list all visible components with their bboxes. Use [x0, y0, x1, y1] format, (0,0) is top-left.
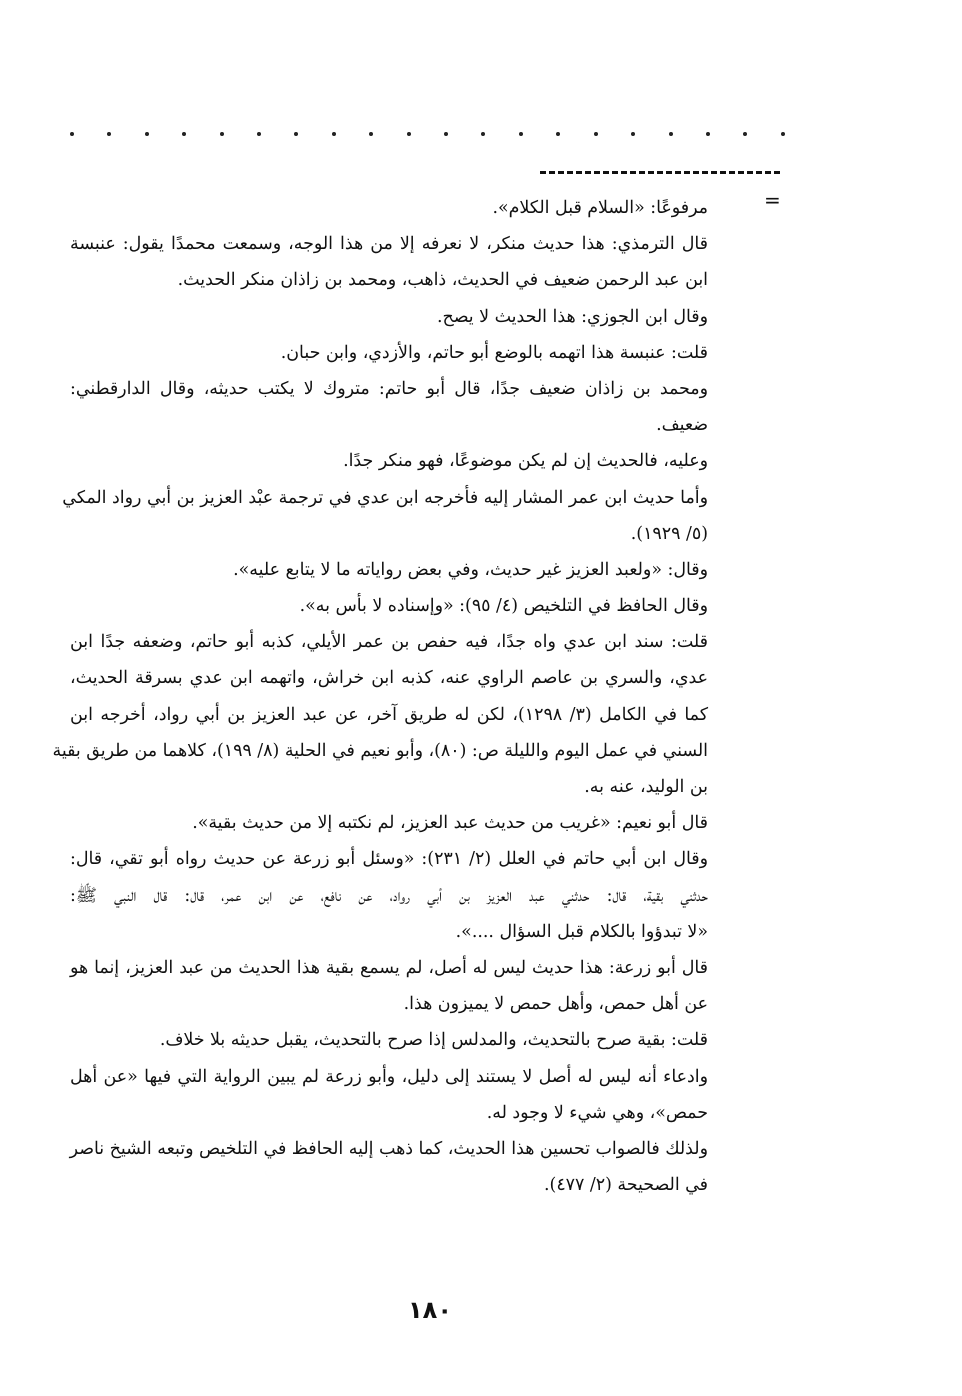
footnote-line: عن أهل حمص، وأهل حمص لا يميزون هذا.: [403, 994, 708, 1015]
separator-dot: [145, 132, 149, 136]
footnote-line: وعليه، فالحديث إن لم يكن موضوعًا، فهو منكر جدًا.: [343, 451, 708, 472]
footnote-line: حمص»، وهي شيء لا وجود له.: [486, 1102, 708, 1123]
separator-dot: [669, 132, 673, 136]
footnote-line: ضعيف.: [656, 415, 708, 436]
footnote-line: قال أبو زرعة: هذا حديث ليس له أصل، لم يسمع بقية هذا الحديث من عبد العزيز، إنما هو: [70, 957, 708, 978]
footnote-line: وادعاء أنه ليس له أصل لا يستند إلى دليل، وأبو زرعة لم يبين الرواية التي فيها «عن أهل: [70, 1066, 708, 1087]
footnote-line: قلت: بقية صرح بالتحديث، والمدلس إذا صرح بالتحديث، يقبل حديثه بلا خلاف.: [159, 1030, 708, 1051]
page-number: ١٨٠: [408, 1296, 452, 1324]
footnote-line: وقال ابن أبي حاتم في العلل (٢/ ٢٣١): «وسئل أبو زرعة عن حديث رواه أبو تقي، قال:: [70, 849, 709, 870]
continuation-mark: =: [764, 188, 781, 212]
footnote-line: بن الوليد، عنه به.: [584, 777, 708, 797]
footnote-line: السني في عمل اليوم والليلة ص: (٨٠)، وأبو نعيم في الحلية (٨/ ١٩٩)، كلاهما من طريق بقية: [52, 740, 708, 761]
separator-dot: [332, 132, 336, 136]
footnote-line: عدي، والسري بن عاصم الراوي عنه، كذبه ابن خراش، واتهمه ابن عدي بسرقة الحديث،: [70, 668, 708, 689]
separator-dot: [369, 132, 373, 136]
separator-dot: [706, 132, 710, 136]
footnote-line: وقال الحافظ في التلخيص (٤/ ٩٥): «وإسناده لا بأس به».: [299, 596, 708, 617]
separator-dot: [481, 132, 485, 136]
footnote-line: حدثني بقية، قال: حدثني عبد العزيز بن أبي رواد، عن نافع، عن ابن عمر، قال: قال النبي ﷺ:: [70, 885, 708, 906]
footnote-line: قال الترمذي: هذا حديث منكر، لا نعرفه إلا من هذا الوجه، وسمعت محمدًا يقول: عنبسة: [70, 234, 708, 255]
separator-dot: [407, 132, 411, 136]
footnote-rule: [540, 171, 780, 174]
footnote-line: كما في الكامل (٣/ ١٢٩٨)، لكن له طريق آخر، عن عبد العزيز بن أبي رواد، أخرجه ابن: [70, 704, 709, 725]
footnote-line: وقال: «ولعبد العزيز غير حديث، وفي بعض رواياته ما لا يتابع عليه».: [233, 559, 708, 580]
footnote-line: قال أبو نعيم: «غريب من حديث عبد العزيز، لم نكتبه إلا من حديث بقية».: [192, 813, 708, 834]
separator-dot: [70, 132, 74, 136]
footnote-line: ابن عبد الرحمن ضعيف في الحديث، ذاهب، ومحمد بن زاذان منكر الحديث.: [177, 270, 708, 291]
separator-dot: [257, 132, 261, 136]
footnote-line: قلت: عنبسة هذا اتهمه بالوضع أبو حاتم، والأزدي، وابن حبان.: [280, 342, 708, 363]
separator-dot: [594, 132, 598, 136]
footnote-line: ومحمد بن زاذان ضعيف جدًا، قال أبو حاتم: متروك لا يكتب حديثه، وقال الدارقطني:: [70, 378, 708, 399]
footnote-line: قلت: سند ابن عدي واه جدًا، فيه حفص بن عمر الأيلي، كذبه أبو حاتم، وضعفه جدًا ابن: [70, 632, 708, 653]
footnote-body: [52, 190, 709, 1250]
separator-dot: [743, 132, 747, 136]
separator-dot: [556, 132, 560, 136]
footnote-line: وأما حديث ابن عمر المشار إليه فأخرجه ابن عدي في ترجمة عبْد العزيز بن أبي رواد المكي: [62, 487, 708, 508]
separator-dot: [631, 132, 635, 136]
separator-dot: [107, 132, 111, 136]
separator-dot: [220, 132, 224, 136]
footnote-line: مرفوعًا: «السلام قبل الكلام».: [492, 198, 708, 218]
separator-dot: [781, 132, 785, 136]
footnote-line: (٥/ ١٩٢٩).: [630, 523, 708, 544]
separator-dot: [294, 132, 298, 136]
separator-dot: [519, 132, 523, 136]
separator-dot: [444, 132, 448, 136]
footnote-line: وقال ابن الجوزي: هذا الحديث لا يصح.: [436, 306, 708, 327]
dotted-separator: [70, 124, 785, 144]
footnote-line: ولذلك فالصواب تحسين هذا الحديث، كما ذهب إليه الحافظ في التلخيص وتبعه الشيخ ناصر: [69, 1138, 708, 1159]
separator-dot: [182, 132, 186, 136]
footnote-line: «لا تبدؤوا بالكلام قبل السؤال ....».: [455, 921, 708, 942]
footnote-line: في الصحيحة (٢/ ٤٧٧).: [544, 1175, 708, 1196]
